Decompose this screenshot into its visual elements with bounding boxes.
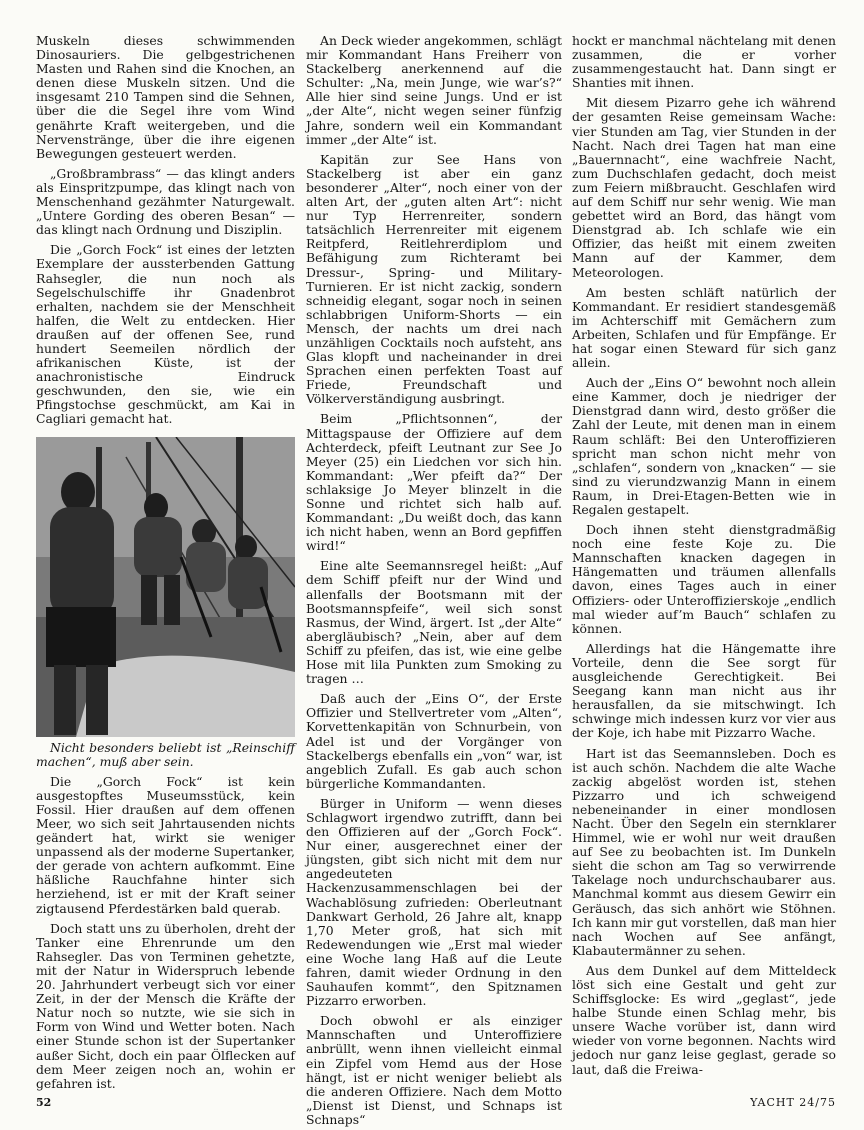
photo-caption: Nicht besonders beliebt ist „Reinschiff machen“, muß aber sein. [36, 739, 295, 769]
page-footer [36, 1096, 836, 1112]
article-paragraph: Beim „Pflichtsonnen“, der Mittagspause der Offiziere auf dem Achterdeck, pfeift Leutnant zur See Jo Meyer (25) ein Liedchen vor sich hin. Kommandant: „Wer pfeift da?“ Der schlaksige Jo Meyer blinzelt in die Sonne und richtet sich halb auf. Kommandant: „Du weißt doch, das kann ich nicht haben, wenn an Bord gepfiffen wird!“ [306, 411, 562, 554]
article-paragraph: Muskeln dieses schwimmenden Dinosauriers. Die gelbgestrichenen Masten und Rahen sind die Knochen, an denen diese Muskeln sitzen. Und die insgesamt 210 Tampen sind die Sehnen, über die die Segel ihre vom Wind genährte Kraft weitergeben, und die Nervenstränge, über die ihre eigenen Bewegungen gesteuert werden. [36, 33, 295, 161]
article-paragraph: Bürger in Uniform — wenn dieses Schlagwort irgendwo zutrifft, dann bei den Offizieren auf der „Gorch Fock“. Nur einer, ausgerechnet einer der jüngsten, gibt sich nicht mit dem nur angedeuteten Hackenzusammenschlagen bei der Wachablösung zufrieden: Oberleutnant Dankwart Gerhold, 26 Jahre alt, knapp 1,70 Meter groß, hat sich mit Redewendungen wie „Erst mal wieder eine Woche lang Haß auf die Leute fahren, damit wieder Ordnung in den Sauhaufen kommt“, den Spitznamen Pizzarro erworben. [306, 795, 562, 1009]
column-middle [306, 34, 562, 1127]
article-paragraph: Doch obwohl er als einziger Mannschaften und Unteroffiziere anbrüllt, wenn ihnen vielleicht einmal ein Zipfel vom Hemd aus der Hose hängt, ist er nicht weniger beliebt als die anderen Offiziere. Nach dem Motto „Dienst ist Dienst, und Schnaps ist Schnaps“ [306, 1013, 562, 1127]
article-paragraph: Aus dem Dunkel auf dem Mitteldeck löst sich eine Gestalt und geht zur Schiffsglocke: Es wird „geglast“, jede halbe Stunde einen Schlag mehr, bis unsere Wache vorüber ist, dann wird wieder von vorne begonnen. Nachts wird jedoch nur ganz leise geglast, gerade so laut, daß die Freiwa- [572, 962, 836, 1077]
article-paragraph: Auch der „Eins O“ bewohnt noch allein eine Kammer, doch je niedriger der Dienstgrad dann wird, desto größer die Zahl der Leute, mit denen man in einem Raum schläft: Bei den Unteroffizieren spricht man schon nicht mehr von „schlafen“, sondern von „knacken“ — sie sind zu vierundzwanzig Mann in einem Raum, in Drei-Etagen-Betten wie in Regalen gestapelt. [572, 375, 836, 517]
article-paragraph: Daß auch der „Eins O“, der Erste Offizier und Stellvertreter vom „Alten“, Korvettenkapitän von Schnurbein, von Adel ist und der Vorgänger von Stackelbergs ebenfalls ein „von“ war, ist angeblich Zufall. Es gab auch schon bürgerliche Kommandanten. [306, 691, 562, 791]
article-paragraph: „Großbrambrass“ — das klingt anders als Einspritzpumpe, das klingt nach von Menschenhand gezähmter Naturgewalt. „Untere Gording des oberen Besan“ — das klingt nach Ordnung und Disziplin. [36, 165, 295, 238]
article-paragraph: Doch ihnen steht dienstgradmäßig noch eine feste Koje zu. Die Mannschaften knacken dagegen in Hängematten und träumen allenfalls davon, eines Tages auch in einer Offiziers- oder Unteroffizierskoje „endlich mal wieder auf’m Bauch“ schlafen zu können. [572, 522, 836, 636]
article-paragraph: Allerdings hat die Hängematte ihre Vorteile, denn die See sorgt für ausgleichende Gerechtigkeit. Bei Seegang kann man nicht aus ihr herausfallen, da sie mitschwingt. Ich schwinge mich indessen kurz vor vier aus der Koje, ich habe mit Pizzarro Wache. [572, 640, 836, 741]
page-number: 52 [36, 1096, 52, 1109]
article-paragraph: Mit diesem Pizarro gehe ich während der gesamten Reise gemeinsam Wache: vier Stunden am Tag, vier Stunden in der Nacht. Nach drei Tagen hat man eine „Bauernnacht“, eine wachfreie Nacht, zum Duchschlafen gedacht, doch meist zum Feiern mißbraucht. Geschlafen wird auf dem Schiff nur sehr wenig. Wie man gebettet wird an Bord, das hängt vom Dienstgrad ab. Ich schlafe wie ein Offizier, das heißt mit einem zweiten Mann auf der Kammer, dem Meteorologen. [572, 95, 836, 280]
deck-cleaning-photo [36, 437, 295, 737]
article-paragraph: Die „Gorch Fock“ ist kein ausgestopftes Museumsstück, kein Fossil. Hier draußen auf dem offenen Meer, wo sich seit Jahrtausenden nichts geändert hat, wirkt sie weniger unpassend als der moderne Supertanker, der gerade von achtern aufkommt. Eine häßliche Rauchfahne hinter sich herziehend, ist er mit der Kraft seiner zigtausend Pferdestärken bald querab. [36, 773, 295, 916]
column-right [572, 34, 836, 1077]
publication-issue: YACHT 24/75 [750, 1096, 836, 1109]
column-left [36, 34, 295, 1091]
article-paragraph: Kapitän zur See Hans von Stackelberg ist aber ein ganz besonderer „Alter“, noch einer von der alten Art, der „guten alten Art“: nicht nur Typ Herrenreiter, sondern tatsächlich Herrenreiter mit eigenem Reitpferd, Reitlehrerdiplom und Befähigung zum Richteramt bei Dressur-, Spring- und Military-Turnieren. Er ist nicht zackig, sondern schneidig elegant, sogar noch in seinen schlabbrigen Uniform-Shorts — ein Mensch, der nachts um drei nach unzähligen Cocktails noch aufsteht, ans Glas klopft und nacheinander in drei Sprachen einen perfekten Toast auf Friede, Freundschaft und Völkerverständigung ausbringt. [306, 151, 562, 407]
article-paragraph: Doch statt uns zu überholen, dreht der Tanker eine Ehrenrunde um den Rahsegler. Das von Terminen gehetzte, mit der Natur in Widerspruch lebende 20. Jahrhundert verbeugt sich vor einer Zeit, in der der Mensch die Kräfte der Natur noch so nutzte, wie sie sich in Form von Wind und Wetter boten. Nach einer Stunde schon ist der Supertanker außer Sicht, doch ein paar Ölflecken auf dem Meer zeigen noch an, wohin er gefahren ist. [36, 920, 295, 1091]
article-paragraph: Hart ist das Seemannsleben. Doch es ist auch schön. Nachdem die alte Wache zackig abgelöst worden ist, stehen Pizzarro und ich schweigend nebeneinander in einer mondlosen Nacht. Über den Segeln ein sternklarer Himmel, wie er wohl nur weit draußen auf See zu beobachten ist. Im Dunkeln sieht die schon am Tag so verwirrende Takelage noch undurchschaubarer aus. Manchmal kommt aus diesem Gewirr ein Geräusch, das sich anhört wie Stöhnen. Ich kann mir gut vorstellen, daß man hier nach Wochen auf See anfängt, Klabautermänner zu sehen. [572, 745, 836, 958]
article-paragraph: Am besten schläft natürlich der Kommandant. Er residiert standesgemäß im Achterschiff mit Gemächern zum Arbeiten, Schlafen und für Empfänge. Er hat sogar einen Steward für sich ganz allein. [572, 284, 836, 371]
article-paragraph: Eine alte Seemannsregel heißt: „Auf dem Schiff pfeift nur der Wind und allenfalls der Bootsmann mit der Bootsmannspfeife“, weil sich sonst Rasmus, der Wind, ärgert. Ist „der Alte“ abergläubisch? „Nein, aber auf dem Schiff zu pfeifen, das ist, wie eine gelbe Hose mit lila Punkten zum Smoking zu tragen … [306, 558, 562, 687]
photo-illustration [36, 437, 295, 737]
article-paragraph: An Deck wieder angekommen, schlägt mir Kommandant Hans Freiherr von Stackelberg anerkennend auf die Schulter: „Na, mein Junge, wie war’s?“ Alle hier sind seine Jungs. Und er ist „der Alte“, nicht wegen seiner fünfzig Jahre, sondern weil ein Kommandant immer „der Alte“ ist. [306, 33, 562, 147]
article-paragraph: Die „Gorch Fock“ ist eines der letzten Exemplare der aussterbenden Gattung Rahsegler, die nun noch als Segelschulschiffe ihr Gnadenbrot erhalten, nachdem sie der Menschheit halfen, die Welt zu entdecken. Hier draußen auf der offenen See, rund hundert Seemeilen nördlich der afrikanischen Küste, ist der anachronistische Eindruck geschwunden, den sie, wie ein Pfingstochse geschmückt, am Kai in Cagliari gemacht hat. [36, 242, 295, 427]
article-paragraph: hockt er manchmal nächtelang mit denen zusammen, die er vorher zusammengestaucht hat. Dann singt er Shanties mit ihnen. [572, 33, 836, 91]
